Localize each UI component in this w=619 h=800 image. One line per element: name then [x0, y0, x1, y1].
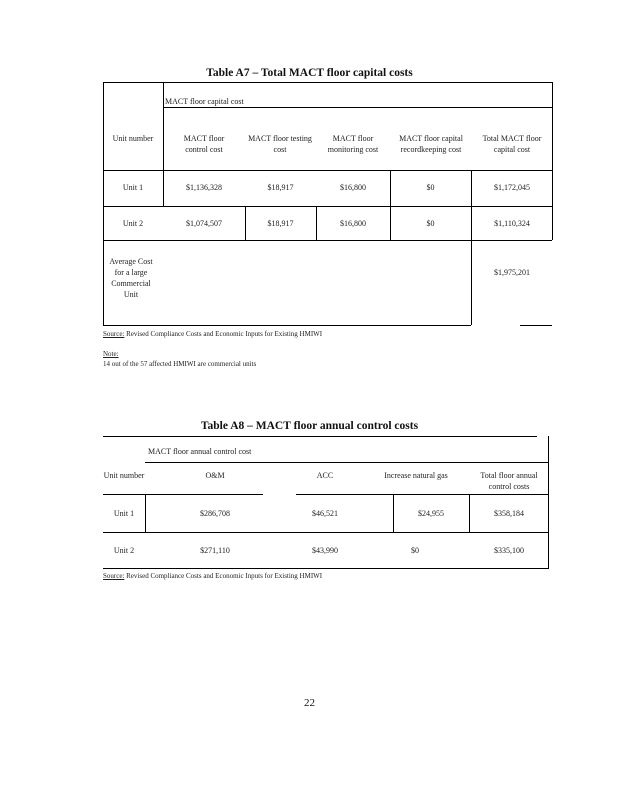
a8-r1-total: $358,184 — [494, 509, 524, 518]
table-a7-title: Table A7 – Total MACT floor capital costs — [206, 67, 413, 79]
a8-r1-acc: $46,521 — [312, 509, 338, 518]
a7-r2-monitoring: $16,800 — [340, 219, 366, 228]
a7-group-header: MACT floor capital cost — [165, 97, 244, 106]
a7-average-label: Average Cost for a large Commercial Unit — [109, 257, 153, 299]
a7-col-monitoring: MACT floor monitoring cost — [327, 134, 379, 154]
a7-r1-recordkeeping: $0 — [426, 183, 435, 192]
page-number: 22 — [304, 697, 315, 709]
a8-col-gas: Increase natural gas — [384, 471, 448, 480]
a7-r2-unit: Unit 2 — [122, 219, 144, 228]
a7-note-label: Note: — [103, 350, 119, 358]
a7-r1-total: $1,172,045 — [494, 183, 530, 192]
a8-r1-om: $286,708 — [200, 509, 230, 518]
a8-r2-om: $271,110 — [200, 546, 230, 555]
a8-col-unit: Unit number — [103, 471, 145, 480]
a7-average-total: $1,975,201 — [494, 268, 530, 277]
a7-r2-testing: $18,917 — [267, 219, 294, 228]
a8-source: Source: Revised Compliance Costs and Economic Inputs for Existing HMIWI — [103, 572, 323, 580]
a7-col-unit: Unit number — [112, 134, 154, 143]
a8-r2-total: $335,100 — [494, 546, 524, 555]
a7-r2-total: $1,110,324 — [494, 219, 530, 228]
a8-r1-gas: $24,955 — [418, 509, 444, 518]
a7-r2-control: $1,074,507 — [186, 219, 222, 228]
a7-col-testing: MACT floor testing cost — [248, 134, 312, 154]
a8-col-om: O&M — [205, 471, 225, 480]
a7-r1-monitoring: $16,800 — [340, 183, 366, 192]
a8-r2-gas: $0 — [411, 546, 419, 555]
a8-group-header: MACT floor annual control cost — [148, 447, 252, 456]
a7-col-recordkeeping: MACT floor capital recordkeeping cost — [399, 134, 463, 154]
a7-col-control: MACT floor control cost — [183, 134, 225, 154]
a7-col-total: Total MACT floor capital cost — [482, 134, 542, 154]
a7-note-text: 14 out of the 57 affected HMIWI are commercial units — [103, 360, 257, 368]
table-a8-title: Table A8 – MACT floor annual control costs — [200, 420, 419, 432]
a8-r2-unit: Unit 2 — [113, 546, 135, 555]
a8-col-acc: ACC — [316, 471, 334, 480]
a7-r1-unit: Unit 1 — [122, 183, 144, 192]
a8-col-total: Total floor annual control costs — [480, 471, 538, 491]
a7-r1-control: $1,136,328 — [186, 183, 222, 192]
a7-r1-testing: $18,917 — [267, 183, 294, 192]
a8-r2-acc: $43,990 — [312, 546, 338, 555]
a8-r1-unit: Unit 1 — [113, 509, 135, 518]
a7-r2-recordkeeping: $0 — [426, 219, 435, 228]
a7-source: Source: Revised Compliance Costs and Economic Inputs for Existing HMIWI — [103, 330, 323, 338]
